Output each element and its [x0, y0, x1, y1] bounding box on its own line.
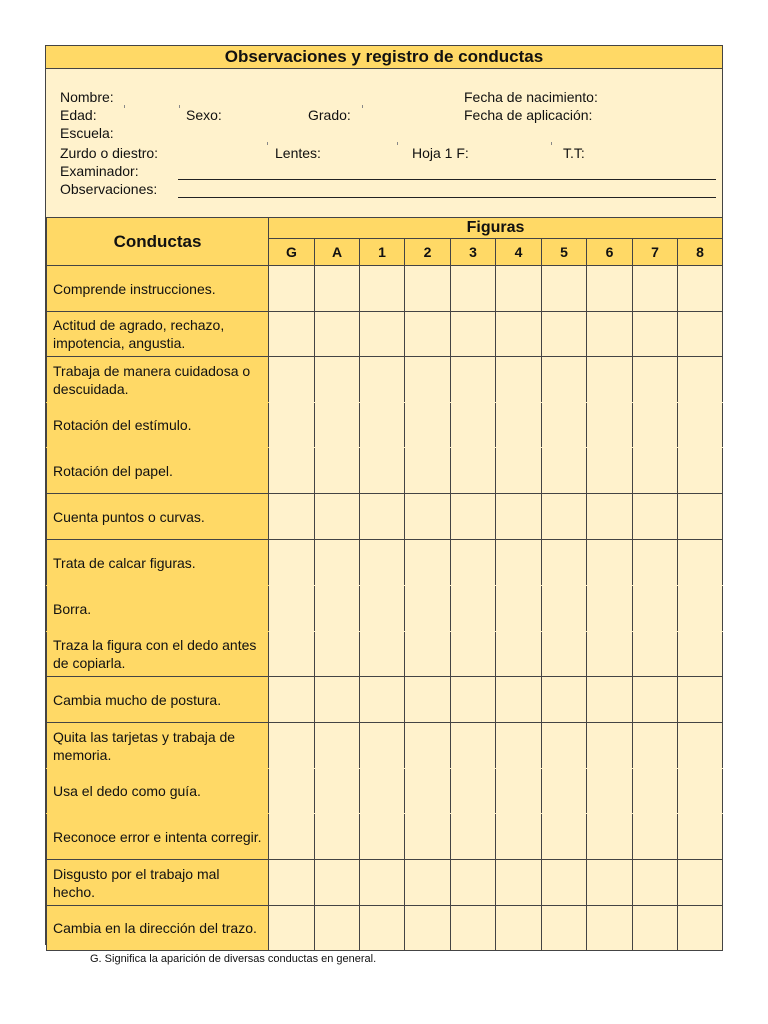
score-cell[interactable]	[451, 403, 496, 448]
grado-label: Grado:	[308, 107, 351, 123]
behavior-label: Disgusto por el trabajo mal hecho.	[47, 860, 269, 906]
score-cell[interactable]	[405, 632, 451, 677]
behavior-label: Cambia mucho de postura.	[47, 677, 269, 723]
score-cell[interactable]	[496, 540, 542, 586]
behavior-label: Borra.	[47, 586, 269, 632]
score-cell[interactable]	[678, 586, 723, 632]
score-cell[interactable]	[496, 769, 542, 814]
score-cell[interactable]	[405, 357, 451, 403]
figure-column-header: 3	[451, 239, 496, 266]
score-cell[interactable]	[360, 403, 405, 448]
score-cell[interactable]	[542, 769, 587, 814]
form-title: Observaciones y registro de conductas	[46, 46, 722, 69]
behavior-row	[47, 906, 723, 951]
score-cell[interactable]	[496, 860, 542, 906]
score-cell[interactable]	[405, 540, 451, 586]
score-cell[interactable]	[360, 632, 405, 677]
behavior-label: Quita las tarjetas y trabaja de memoria.	[47, 723, 269, 769]
behavior-row	[47, 723, 723, 769]
score-cell[interactable]	[405, 860, 451, 906]
score-cell[interactable]	[587, 632, 633, 677]
score-cell[interactable]	[451, 586, 496, 632]
score-cell[interactable]	[542, 266, 587, 312]
zurdo-field-mark[interactable]	[267, 142, 268, 145]
hoja-field-mark[interactable]	[551, 142, 552, 145]
score-cell[interactable]	[587, 860, 633, 906]
score-cell[interactable]	[360, 677, 405, 723]
edad-label: Edad:	[60, 107, 97, 123]
score-cell[interactable]	[587, 357, 633, 403]
score-cell[interactable]	[315, 403, 360, 448]
behavior-row	[47, 586, 723, 632]
score-cell[interactable]	[542, 814, 587, 860]
score-cell[interactable]	[315, 906, 360, 951]
behavior-rows	[47, 266, 723, 951]
score-cell[interactable]	[542, 723, 587, 769]
behavior-label: Rotación del papel.	[47, 448, 269, 494]
score-cell[interactable]	[633, 357, 678, 403]
score-cell[interactable]	[451, 632, 496, 677]
figure-column-header: 2	[405, 239, 451, 266]
score-cell[interactable]	[451, 677, 496, 723]
score-cell[interactable]	[496, 906, 542, 951]
score-cell[interactable]	[315, 312, 360, 357]
behavior-label: Rotación del estímulo.	[47, 403, 269, 448]
score-cell[interactable]	[405, 494, 451, 540]
score-cell[interactable]	[269, 540, 315, 586]
behavior-row	[47, 403, 723, 448]
nombre-label: Nombre:	[60, 89, 114, 105]
behavior-label: Reconoce error e intenta corregir.	[47, 814, 269, 860]
behavior-row	[47, 814, 723, 860]
figure-column-header: 1	[360, 239, 405, 266]
score-cell[interactable]	[360, 586, 405, 632]
edad-field-mark[interactable]	[124, 105, 125, 108]
score-cell[interactable]	[451, 312, 496, 357]
score-cell[interactable]	[542, 448, 587, 494]
score-cell[interactable]	[542, 586, 587, 632]
score-cell[interactable]	[496, 723, 542, 769]
score-cell[interactable]	[587, 540, 633, 586]
score-cell[interactable]	[405, 677, 451, 723]
score-cell[interactable]	[633, 906, 678, 951]
score-cell[interactable]	[405, 906, 451, 951]
behavior-label: Actitud de agrado, rechazo, impotencia, angustia.	[47, 312, 269, 357]
score-cell[interactable]	[360, 494, 405, 540]
score-cell[interactable]	[315, 266, 360, 312]
score-cell[interactable]	[633, 540, 678, 586]
behavior-label: Traza la figura con el dedo antes de copiarla.	[47, 632, 269, 677]
behavior-row	[47, 769, 723, 814]
score-cell[interactable]	[269, 723, 315, 769]
score-cell[interactable]	[496, 403, 542, 448]
score-cell[interactable]	[405, 586, 451, 632]
score-cell[interactable]	[542, 494, 587, 540]
score-cell[interactable]	[451, 448, 496, 494]
score-cell[interactable]	[269, 266, 315, 312]
score-cell[interactable]	[678, 403, 723, 448]
score-cell[interactable]	[496, 448, 542, 494]
grado-field-mark[interactable]	[362, 105, 363, 108]
score-cell[interactable]	[315, 448, 360, 494]
score-cell[interactable]	[269, 448, 315, 494]
score-cell[interactable]	[678, 494, 723, 540]
score-cell[interactable]	[678, 448, 723, 494]
score-cell[interactable]	[587, 403, 633, 448]
behavior-row	[47, 312, 723, 357]
score-cell[interactable]	[496, 494, 542, 540]
figure-column-header: G	[269, 239, 315, 266]
behavior-label: Comprende instrucciones.	[47, 266, 269, 312]
score-cell[interactable]	[451, 906, 496, 951]
behavior-row	[47, 448, 723, 494]
score-cell[interactable]	[633, 860, 678, 906]
score-cell[interactable]	[587, 494, 633, 540]
observaciones-line[interactable]	[178, 197, 716, 198]
score-cell[interactable]	[587, 266, 633, 312]
tt-label: T.T:	[563, 145, 585, 161]
figure-column-header: 4	[496, 239, 542, 266]
score-cell[interactable]	[633, 266, 678, 312]
score-cell[interactable]	[587, 906, 633, 951]
score-cell[interactable]	[633, 677, 678, 723]
score-cell[interactable]	[542, 860, 587, 906]
score-cell[interactable]	[587, 586, 633, 632]
score-cell[interactable]	[496, 357, 542, 403]
behavior-row	[47, 494, 723, 540]
score-cell[interactable]	[315, 677, 360, 723]
score-cell[interactable]	[315, 632, 360, 677]
score-cell[interactable]	[315, 769, 360, 814]
score-cell[interactable]	[678, 540, 723, 586]
score-cell[interactable]	[633, 312, 678, 357]
lentes-label: Lentes:	[275, 145, 321, 161]
score-cell[interactable]	[405, 312, 451, 357]
behavior-row	[47, 677, 723, 723]
score-cell[interactable]	[360, 357, 405, 403]
behavior-label: Cuenta puntos o curvas.	[47, 494, 269, 540]
score-cell[interactable]	[633, 723, 678, 769]
score-cell[interactable]	[360, 540, 405, 586]
score-cell[interactable]	[542, 540, 587, 586]
score-cell[interactable]	[360, 906, 405, 951]
score-cell[interactable]	[678, 860, 723, 906]
score-cell[interactable]	[542, 632, 587, 677]
score-cell[interactable]	[360, 723, 405, 769]
score-cell[interactable]	[451, 723, 496, 769]
zurdo-diestro-label: Zurdo o diestro:	[60, 145, 159, 161]
score-cell[interactable]	[269, 494, 315, 540]
examinador-label: Examinador:	[60, 163, 139, 179]
score-cell[interactable]	[405, 723, 451, 769]
score-cell[interactable]	[633, 448, 678, 494]
score-cell[interactable]	[269, 403, 315, 448]
score-cell[interactable]	[360, 312, 405, 357]
score-cell[interactable]	[360, 860, 405, 906]
score-cell[interactable]	[315, 540, 360, 586]
score-cell[interactable]	[542, 403, 587, 448]
footnote: G. Significa la aparición de diversas conductas en general.	[90, 953, 377, 965]
sexo-label: Sexo:	[186, 107, 222, 123]
score-cell[interactable]	[496, 632, 542, 677]
score-cell[interactable]	[269, 814, 315, 860]
score-cell[interactable]	[451, 814, 496, 860]
conductas-header: Conductas	[47, 218, 269, 266]
score-cell[interactable]	[451, 494, 496, 540]
score-cell[interactable]	[587, 814, 633, 860]
score-cell[interactable]	[405, 814, 451, 860]
observaciones-label: Observaciones:	[60, 181, 158, 197]
fecha-aplicacion-label: Fecha de aplicación:	[464, 107, 593, 123]
score-cell[interactable]	[315, 860, 360, 906]
score-cell[interactable]	[269, 632, 315, 677]
score-cell[interactable]	[496, 677, 542, 723]
score-cell[interactable]	[678, 677, 723, 723]
score-cell[interactable]	[587, 723, 633, 769]
behavior-label: Trata de calcar figuras.	[47, 540, 269, 586]
lentes-field-mark[interactable]	[397, 142, 398, 145]
hoja-label: Hoja 1 F:	[412, 145, 469, 161]
score-cell[interactable]	[360, 448, 405, 494]
score-cell[interactable]	[269, 906, 315, 951]
examinador-line[interactable]	[178, 179, 716, 180]
score-cell[interactable]	[315, 814, 360, 860]
score-cell[interactable]	[678, 906, 723, 951]
score-cell[interactable]	[269, 860, 315, 906]
score-cell[interactable]	[269, 357, 315, 403]
behavior-row	[47, 632, 723, 677]
fecha-nacimiento-label: Fecha de nacimiento:	[464, 89, 598, 105]
figure-column-header: 5	[542, 239, 587, 266]
score-cell[interactable]	[315, 357, 360, 403]
score-cell[interactable]	[269, 312, 315, 357]
score-cell[interactable]	[542, 357, 587, 403]
score-cell[interactable]	[496, 266, 542, 312]
behavior-row	[47, 266, 723, 312]
score-cell[interactable]	[678, 312, 723, 357]
score-cell[interactable]	[633, 403, 678, 448]
score-cell[interactable]	[269, 586, 315, 632]
score-cell[interactable]	[633, 632, 678, 677]
score-cell[interactable]	[405, 403, 451, 448]
score-cell[interactable]	[451, 266, 496, 312]
score-cell[interactable]	[587, 312, 633, 357]
score-cell[interactable]	[678, 357, 723, 403]
score-cell[interactable]	[360, 814, 405, 860]
edad-field-mark-2	[179, 105, 180, 108]
score-cell[interactable]	[315, 723, 360, 769]
score-cell[interactable]	[678, 723, 723, 769]
behavior-row	[47, 357, 723, 403]
escuela-label: Escuela:	[60, 125, 114, 141]
behavior-row	[47, 860, 723, 906]
score-cell[interactable]	[633, 769, 678, 814]
score-cell[interactable]	[405, 266, 451, 312]
score-cell[interactable]	[360, 266, 405, 312]
behavior-record-form	[45, 45, 723, 945]
figure-column-header: 8	[678, 239, 723, 266]
score-cell[interactable]	[633, 814, 678, 860]
score-cell[interactable]	[587, 677, 633, 723]
behavior-label: Trabaja de manera cuidadosa o descuidada.	[47, 357, 269, 403]
figure-column-header: 6	[587, 239, 633, 266]
score-cell[interactable]	[269, 769, 315, 814]
score-cell[interactable]	[269, 677, 315, 723]
score-cell[interactable]	[542, 312, 587, 357]
score-cell[interactable]	[633, 494, 678, 540]
score-cell[interactable]	[315, 586, 360, 632]
score-cell[interactable]	[496, 814, 542, 860]
score-cell[interactable]	[451, 860, 496, 906]
figuras-header: Figuras	[269, 218, 723, 239]
figure-column-header: A	[315, 239, 360, 266]
behavior-label: Cambia en la dirección del trazo.	[47, 906, 269, 951]
score-cell[interactable]	[451, 769, 496, 814]
score-cell[interactable]	[587, 769, 633, 814]
score-cell[interactable]	[542, 677, 587, 723]
behavior-row	[47, 540, 723, 586]
score-cell[interactable]	[678, 769, 723, 814]
score-cell[interactable]	[405, 769, 451, 814]
behavior-table	[46, 217, 722, 951]
score-cell[interactable]	[360, 769, 405, 814]
score-cell[interactable]	[496, 312, 542, 357]
score-cell[interactable]	[315, 494, 360, 540]
figure-column-header: 7	[633, 239, 678, 266]
score-cell[interactable]	[678, 632, 723, 677]
score-cell[interactable]	[587, 448, 633, 494]
score-cell[interactable]	[633, 586, 678, 632]
score-cell[interactable]	[678, 266, 723, 312]
score-cell[interactable]	[451, 357, 496, 403]
behavior-label: Usa el dedo como guía.	[47, 769, 269, 814]
score-cell[interactable]	[451, 540, 496, 586]
student-info-section	[46, 69, 722, 217]
score-cell[interactable]	[496, 586, 542, 632]
score-cell[interactable]	[678, 814, 723, 860]
score-cell[interactable]	[542, 906, 587, 951]
score-cell[interactable]	[405, 448, 451, 494]
